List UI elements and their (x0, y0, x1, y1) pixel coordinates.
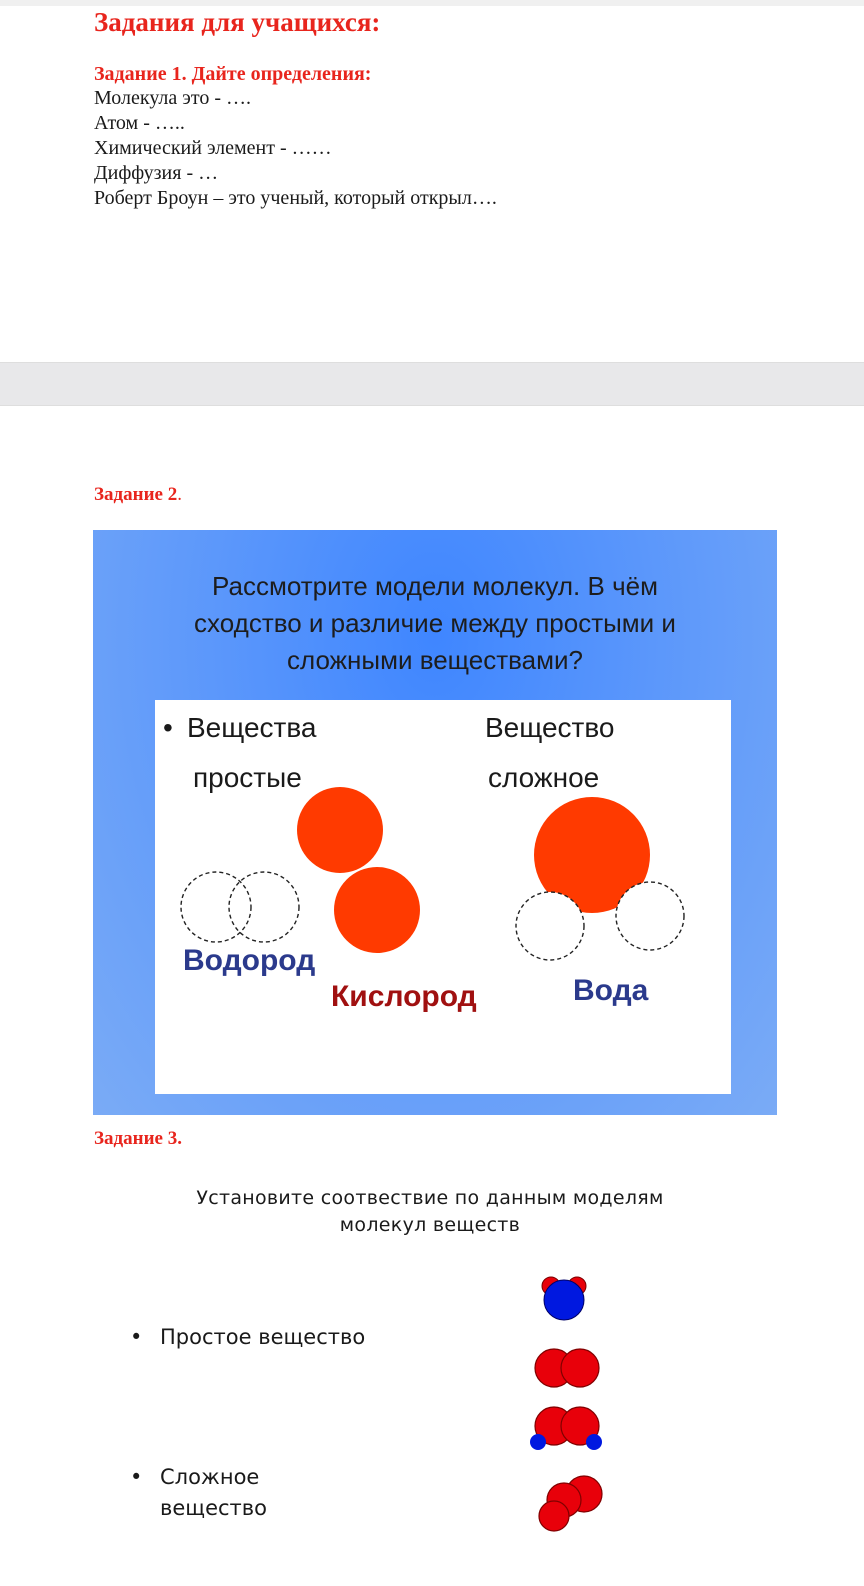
slide-question-line: сложными веществами? (287, 645, 583, 675)
task-2-dot: . (177, 484, 182, 505)
complex-label-2: сложное (488, 762, 600, 793)
molecule-model-2 (535, 1349, 599, 1387)
simple-label-1: Вещества (187, 712, 317, 743)
simple-substance-label: Простое вещество (160, 1325, 366, 1349)
slide-panel (155, 700, 731, 1094)
task-1-heading: Задание 1. Дайте определения: (94, 63, 372, 85)
definition-line: Молекула это - …. (94, 87, 252, 109)
complex-label-1: Вещество (485, 712, 615, 743)
page-separator (0, 362, 864, 406)
hydrogen-atom (516, 892, 584, 960)
bullet: • (163, 712, 173, 743)
hydrogen-atom (616, 882, 684, 950)
slide-question-line: сходство и различие между простыми и (194, 608, 676, 638)
molecule-models (155, 700, 731, 1094)
blue-atom (586, 1434, 602, 1450)
hydrogen-atom (229, 872, 299, 942)
blue-atom (544, 1280, 584, 1320)
water-molecule (516, 797, 684, 960)
oxygen-molecule (297, 787, 420, 953)
complex-substance-line: Сложное (160, 1465, 260, 1489)
hydrogen-molecule (181, 872, 299, 942)
oxygen-label: Кислород (331, 980, 477, 1013)
slide-question-line: Рассмотрите модели молекул. В чём (212, 571, 658, 601)
definition-line: Химический элемент - …… (94, 137, 332, 159)
red-atom (561, 1349, 599, 1387)
task-3-molecule-models (510, 1272, 630, 1532)
hydrogen-atom (181, 872, 251, 942)
task-3-question-line: Установите соотвествие по данным моделям (196, 1187, 664, 1209)
oxygen-atom (297, 787, 383, 873)
task-2-heading (94, 484, 182, 506)
definition-line: Диффузия - … (94, 162, 219, 184)
bullet: • (130, 1465, 143, 1489)
molecule-model-3 (530, 1407, 602, 1450)
molecule-models-slide (93, 530, 777, 1115)
section-1 (94, 6, 497, 211)
molecule-model-1 (542, 1277, 586, 1320)
molecule-model-4 (539, 1476, 602, 1531)
page-title: Задания для учащихся: (94, 7, 381, 37)
definition-line: Атом - ….. (94, 112, 185, 134)
simple-label-2: простые (193, 762, 302, 793)
complex-substance-line: вещество (160, 1496, 267, 1520)
water-label: Вода (573, 974, 649, 1007)
bullet: • (130, 1325, 143, 1349)
blue-atom (530, 1434, 546, 1450)
definition-line: Роберт Броун – это ученый, который открыл…. (94, 187, 497, 209)
hydrogen-label: Водород (183, 944, 316, 977)
task-3-question (140, 1185, 720, 1239)
slide-question (93, 568, 777, 679)
complex-substance-label (160, 1462, 267, 1524)
red-atom (539, 1501, 569, 1531)
task-2-label: Задание 2 (94, 484, 178, 505)
oxygen-atom (334, 867, 420, 953)
task-3-heading: Задание 3. (94, 1128, 182, 1149)
task-3-question-line: молекул веществ (339, 1214, 521, 1236)
